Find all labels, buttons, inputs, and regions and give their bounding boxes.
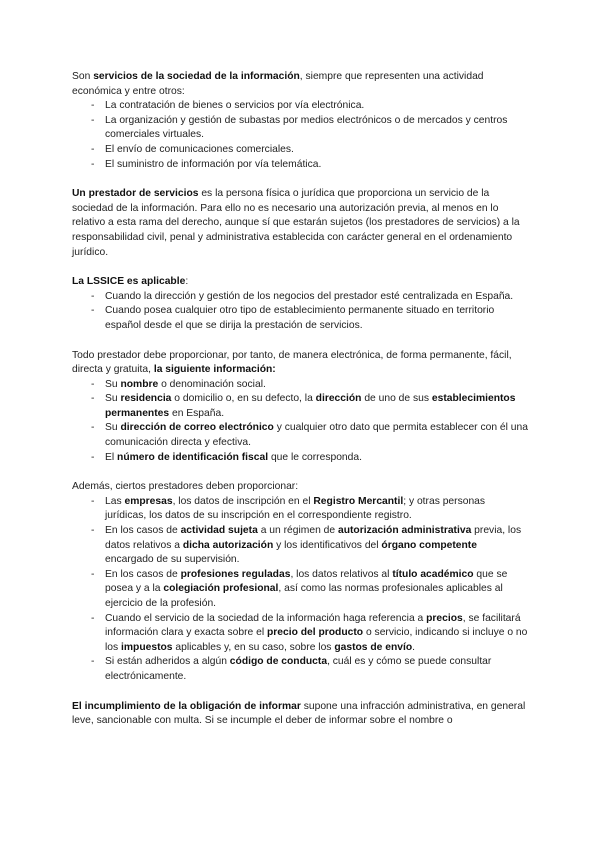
text-run: o denominación social. bbox=[158, 378, 266, 390]
text-run: o domicilio o, en su defecto, la bbox=[171, 393, 316, 405]
bold-run: título académico bbox=[392, 568, 474, 580]
text-run: , los datos relativos al bbox=[290, 568, 393, 580]
provider-paragraph bbox=[72, 187, 528, 260]
text-run: Cuando el servicio de la sociedad de la información haga referencia a bbox=[105, 612, 427, 624]
bold-run: Un prestador de servicios bbox=[72, 188, 199, 200]
list-item bbox=[72, 568, 528, 612]
list-item bbox=[72, 378, 528, 393]
additional-info-list bbox=[72, 495, 528, 685]
bold-run: número de identificación fiscal bbox=[117, 451, 269, 463]
text-run: Su bbox=[105, 378, 121, 390]
services-list bbox=[72, 99, 528, 172]
text-run: Cuando posea cualquier otro tipo de establecimiento permanente situado en territorio español desde el que se dirija la prestación de servicios. bbox=[105, 305, 495, 331]
bold-run: establecimientos permanentes bbox=[105, 393, 516, 419]
text-run: Todo prestador debe proporcionar, por tanto, de manera electrónica, de forma permanente, fácil, directa y gratuita, bbox=[72, 349, 512, 376]
section-additional-info bbox=[72, 480, 528, 684]
bold-run: la siguiente información: bbox=[153, 364, 276, 376]
text-run: es la persona física o jurídica que proporciona un servicio de la sociedad de la información. Para ello no es necesario una autorización previa, al menos en lo relativo a esta rama del derecho, aunque sí que estarán sujetos (los prestadores de servicios) a la responsabilidad civil, penal y administrativa establecida con carácter general en el ordenamiento jurídico. bbox=[72, 188, 520, 258]
list-item bbox=[72, 524, 528, 568]
section-applicability bbox=[72, 275, 528, 333]
applicability-list bbox=[72, 290, 528, 334]
section-provider bbox=[72, 187, 528, 260]
text-run: , cuál es y cómo se puede consultar electrónicamente. bbox=[105, 656, 492, 682]
text-run: La organización y gestión de subastas por medios electrónicos o de mercados y centros comerciales virtuales. bbox=[105, 114, 508, 141]
bold-run: nombre bbox=[120, 378, 159, 390]
section-services bbox=[72, 70, 528, 172]
list-item bbox=[72, 158, 528, 173]
document-page bbox=[72, 70, 528, 744]
text-run: Si están adheridos a algún bbox=[105, 656, 230, 668]
list-item bbox=[72, 495, 528, 524]
text-run: Son bbox=[72, 71, 94, 82]
text-run: ; y otras personas jurídicas, los datos de su inscripción en el correspondiente registro. bbox=[105, 495, 486, 522]
bold-run: precio del producto bbox=[266, 627, 364, 639]
text-run: que se posea y a la bbox=[105, 568, 508, 595]
bold-run: Registro Mercantil bbox=[313, 495, 404, 507]
bold-run: código de conducta bbox=[229, 656, 328, 668]
text-run: . bbox=[412, 641, 416, 653]
bold-run: impuestos bbox=[121, 641, 173, 653]
list-item bbox=[72, 304, 528, 333]
text-run: en España. bbox=[169, 407, 225, 419]
text-run: Las bbox=[105, 495, 125, 507]
additional-info-intro bbox=[72, 480, 528, 495]
bold-run: órgano competente bbox=[381, 539, 477, 551]
text-run: La contratación de bienes o servicios por vía electrónica. bbox=[105, 100, 365, 112]
bold-run: El incumplimiento de la obligación de informar bbox=[72, 700, 301, 712]
bold-run: dirección bbox=[315, 393, 362, 405]
section-required-info bbox=[72, 349, 528, 466]
applicability-intro bbox=[72, 275, 528, 290]
bold-run: La LSSICE es aplicable bbox=[72, 276, 186, 288]
text-run: En los casos de bbox=[105, 525, 181, 537]
list-item bbox=[72, 421, 528, 450]
bold-run: precios bbox=[426, 612, 463, 624]
bold-run: colegiación profesional bbox=[163, 583, 279, 595]
text-run: : bbox=[185, 276, 189, 288]
list-item bbox=[72, 451, 528, 466]
list-item bbox=[72, 612, 528, 656]
required-info-list bbox=[72, 378, 528, 466]
text-run: , así como las normas profesionales aplicables al ejercicio de la profesión. bbox=[105, 583, 503, 609]
text-run: y cualquier otro dato que permita establecer con él una comunicación directa y efectiva. bbox=[105, 422, 528, 449]
text-run: de uno de sus bbox=[361, 393, 432, 405]
required-info-intro bbox=[72, 349, 528, 378]
text-run: , los datos de inscripción en el bbox=[172, 495, 314, 507]
list-item bbox=[72, 392, 528, 421]
text-run: Además, ciertos prestadores deben proporcionar: bbox=[72, 481, 299, 493]
bold-run: profesiones reguladas bbox=[180, 568, 291, 580]
text-run: Su bbox=[105, 422, 121, 434]
list-item bbox=[72, 99, 528, 114]
text-run: que le corresponda. bbox=[268, 451, 362, 463]
list-item bbox=[72, 655, 528, 684]
text-run: Su bbox=[105, 393, 121, 405]
text-run: encargado de su supervisión. bbox=[105, 554, 240, 566]
bold-run: residencia bbox=[120, 393, 172, 405]
bold-run: dirección de correo electrónico bbox=[120, 422, 274, 434]
list-item bbox=[72, 143, 528, 158]
text-run: En los casos de bbox=[105, 568, 181, 580]
text-run: , siempre que representen una actividad económica y entre otros: bbox=[72, 71, 484, 97]
text-run: El suministro de información por vía telemática. bbox=[105, 158, 322, 170]
bold-run: autorización administrativa bbox=[337, 525, 472, 537]
bold-run: gastos de envío bbox=[334, 641, 413, 653]
list-item bbox=[72, 290, 528, 305]
bold-run: actividad sujeta bbox=[180, 525, 258, 537]
bold-run: servicios de la sociedad de la información bbox=[93, 71, 300, 82]
list-item bbox=[72, 114, 528, 143]
text-run: aplicables y, en su caso, sobre los bbox=[172, 641, 335, 653]
text-run: supone una infracción administrativa, en general leve, sancionable con multa. Si se incumple el deber de informar sobre el nombre o bbox=[72, 700, 526, 727]
services-intro bbox=[72, 70, 528, 99]
text-run: El envío de comunicaciones comerciales. bbox=[105, 143, 294, 155]
text-run: y los identificativos del bbox=[273, 539, 382, 551]
text-run: El bbox=[105, 451, 118, 463]
text-run: Cuando la dirección y gestión de los negocios del prestador esté centralizada en España. bbox=[105, 290, 514, 302]
section-noncompliance bbox=[72, 700, 528, 729]
text-run: o servicio, indicando si incluye o no los bbox=[105, 627, 528, 653]
text-run: previa, los datos relativos a bbox=[105, 525, 522, 551]
bold-run: dicha autorización bbox=[182, 539, 274, 551]
bold-run: empresas bbox=[124, 495, 173, 507]
text-run: , se facilitará información clara y exacta sobre el bbox=[105, 612, 521, 639]
noncompliance-paragraph bbox=[72, 700, 528, 729]
text-run: a un régimen de bbox=[257, 525, 338, 537]
